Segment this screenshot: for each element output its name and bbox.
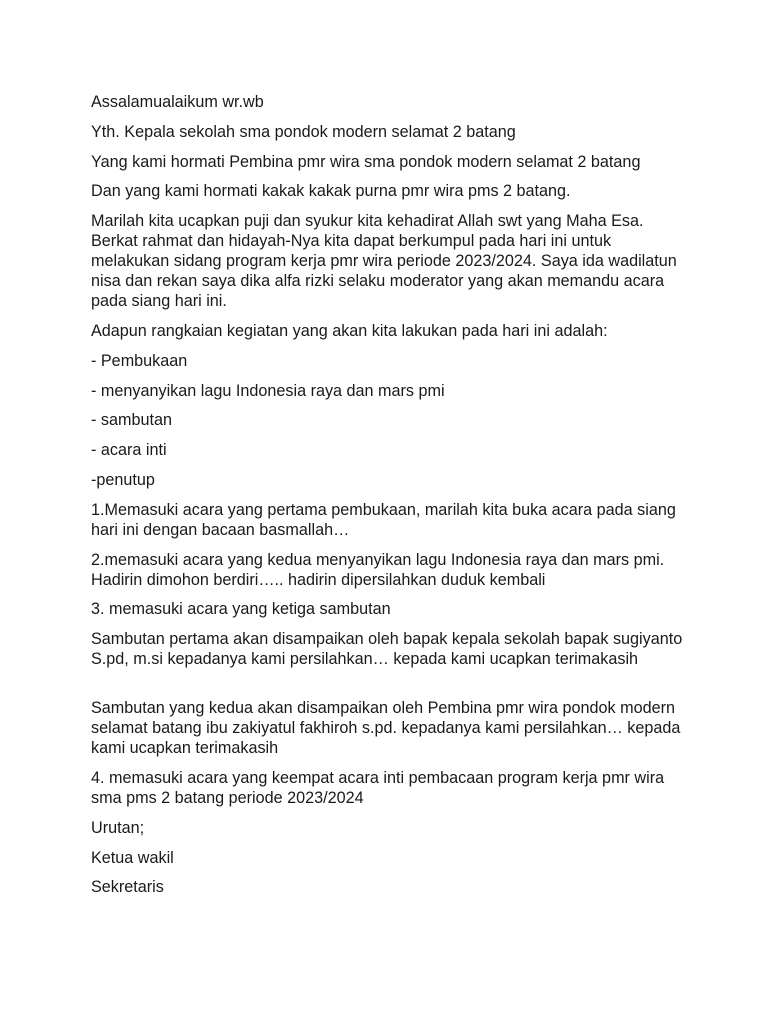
- address-alumni: Dan yang kami hormati kakak kakak purna pmr wira pms 2 batang.: [91, 182, 571, 201]
- agenda-item: - Pembukaan: [91, 351, 188, 370]
- order-heading: Urutan;: [91, 818, 145, 837]
- greeting: Assalamualaikum wr.wb: [91, 93, 264, 111]
- document-page: [91, 92, 691, 907]
- section-opening: 1.Memasuki acara yang pertama pembukaan, marilah kita buka acara pada siang hari ini dengan bacaan basmallah…: [91, 500, 676, 539]
- section-speeches: 3. memasuki acara yang ketiga sambutan: [91, 600, 391, 619]
- agenda-item: - menyanyikan lagu Indonesia raya dan mars pmi: [91, 381, 445, 400]
- agenda-item: -penutup: [91, 470, 155, 489]
- agenda-item: - acara inti: [91, 441, 167, 460]
- address-supervisor: Yang kami hormati Pembina pmr wira sma pondok modern selamat 2 batang: [91, 152, 641, 171]
- agenda-intro: Adapun rangkaian kegiatan yang akan kita lakukan pada hari ini adalah:: [91, 321, 608, 340]
- opening-paragraph: Marilah kita ucapkan puji dan syukur kita kehadirat Allah swt yang Maha Esa. Berkat rahmat dan hidayah-Nya kita dapat berkumpul pada hari ini untuk melakukan sidang program kerja pmr wira periode 2023/2024. Saya ida wadilatun nisa dan rekan saya dika alfa rizki selaku moderator yang akan memandu acara pada siang hari ini.: [91, 212, 677, 311]
- order-item: Ketua wakil: [91, 848, 174, 867]
- agenda-item: - sambutan: [91, 411, 172, 430]
- order-item: Sekretaris: [91, 878, 164, 897]
- section-anthem: 2.memasuki acara yang kedua menyanyikan lagu Indonesia raya dan mars pmi. Hadirin dimohon berdiri….. hadirin dipersilahkan duduk kembali: [91, 550, 665, 589]
- address-principal: Yth. Kepala sekolah sma pondok modern selamat 2 batang: [91, 122, 516, 141]
- speech-first: Sambutan pertama akan disampaikan oleh bapak kepala sekolah bapak sugiyanto S.pd, m.si kepadanya kami persilahkan… kepada kami ucapkan terimakasih: [91, 630, 683, 669]
- section-main: 4. memasuki acara yang keempat acara inti pembacaan program kerja pmr wira sma pms 2 batang periode 2023/2024: [91, 768, 665, 807]
- speech-second: Sambutan yang kedua akan disampaikan oleh Pembina pmr wira pondok modern selamat batang ibu zakiyatul fakhiroh s.pd. kepadanya kami persilahkan… kepada kami ucapkan terimakasih: [91, 699, 681, 758]
